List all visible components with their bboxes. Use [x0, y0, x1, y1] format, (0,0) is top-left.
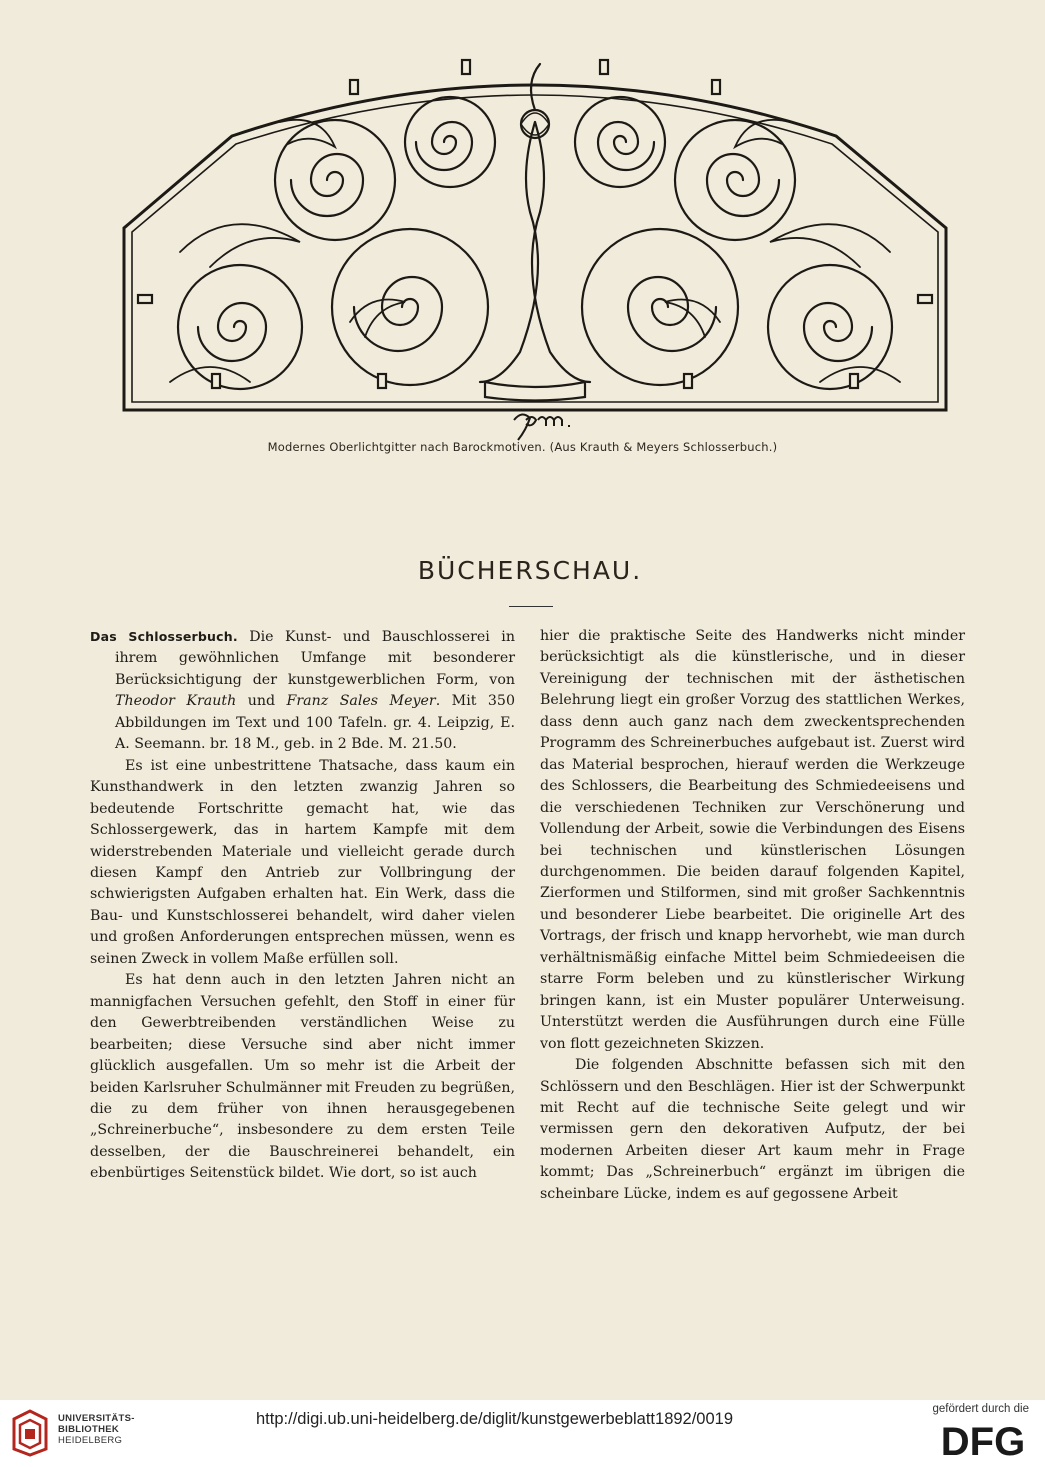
wrought-iron-grille-illustration — [120, 52, 950, 414]
paragraph: hier die praktische Seite des Handwerks nicht minder berücksichtigt als die künstlerische, und in dieser Vereinigung der technischen mit der ästhetischen Belehrung liegt ein großer Vorzug des stattlichen Werkes, dass denn auch ganz nach dem zweckentsprechenden Programm des Schreinerbuches aufgebaut ist. Zuerst wird das Material besprochen, hierauf werden die Werkzeuge des Schlossers, die Bearbeitung des Schmiedeeisens und die verschiedenen Techniken zur Verschönerung und Vollendung der Arbeit, sowie die Verbindungen des Eisens bei technischen und künstlerischen Lösungen durchgenommen. Die beiden darauf folgenden Kapitel, Zierformen und Stilformen, sind mit großer Sachkenntnis und besonderer Liebe bearbeitet. Die originelle Art des Vortrags, der frisch und knapp hervorhebt, wie man durch verhältnismäßig einfache Mittel beim Schmiedeeisen die starre Form beleben und zu künstlerischer Wirkung bringen kann, ist ein Muster populärer Unterweisung. Unterstützt werden die Ausführungen durch eine Fülle von flott gezeichneten Skizzen. — [540, 628, 965, 1052]
svg-text:DFG: DFG — [940, 1420, 1026, 1459]
author-name: Theodor Krauth — [115, 693, 237, 710]
book-entry: Das Schlosserbuch. Die Kunst- und Bauschlosserei in ihrem gewöhnlichen Umfange mit besonderer Berücksichtigung der kunstgewerblichen Form, von Theodor Krauth und Franz Sales Meyer. Mit 350 Abbildungen im Text und 100 Tafeln. gr. 4. Leipzig, E. A. Seemann. br. 18 M., geb. in 2 Bde. M. 21.50. — [90, 629, 515, 753]
permalink-url[interactable]: http://digi.ub.uni-heidelberg.de/diglit/kunstgewerbeblatt1892/0019 — [256, 1410, 734, 1428]
paragraph: Es ist eine unbestrittene Thatsache, dass kaum ein Kunsthandwerk in den letzten zwanzig Jahren so bedeutende Fortschritte gemacht hat, wie das Schlossergewerk, das in hartem Kampfe mit dem widerstrebenden Materiale und vielleicht gerade durch diesen Kampf den Antrieb zur Vollbringung der schwierigsten Aufgaben erhalten hat. Ein Werk, dass die Bau- und Kunstschlosserei behandelt, wird daher vielen und großen Anforderungen entsprechen müssen, wenn es seinen Zweck in vollem Maße erfüllen soll. — [90, 757, 515, 967]
book-title: Das Schlosserbuch. — [90, 629, 238, 644]
paragraph: Die folgenden Abschnitte befassen sich mit den Schlössern und den Beschlägen. Hier ist der Schwerpunkt mit Recht auf die technische Seite gelegt und wir vermissen gern den dekorativen Aufputz, der bei modernen Arbeiten dieser Art kaum mehr in Frage kommt; Das „Schreinerbuch“ ergänzt im übrigen die scheinbare Lücke, indem es auf gegossene Arbeit — [540, 1057, 965, 1202]
author-name: Franz Sales Meyer — [286, 693, 436, 710]
dfg-logo[interactable] — [935, 1419, 1031, 1459]
paragraph: Es hat denn auch in den letzten Jahren nicht an mannigfachen Versuchen gefehlt, den Stoff in einer für den Gewerbtreibenden verständlichen Weise zu bearbeiten; diese Versuche sind aber nicht immer glücklich ausgefallen. Um so mehr ist die Arbeit der beiden Karlsruher Schulmänner mit Freuden zu begrüßen, die zu dem früher von ihnen herausgegebenen „Schreinerbuche“, insbesondere zu dem ersten Teile desselben, der die Bauschreinerei behandelt, ein ebenbürtiges Seitenstück bildet. Wie dort, so ist auch — [90, 972, 515, 1182]
title-divider — [509, 606, 553, 607]
text-column-right — [540, 626, 965, 1205]
figure-caption: Modernes Oberlichtgitter nach Barockmotiven. (Aus Krauth & Meyers Schlosserbuch.) — [267, 440, 778, 454]
funding-note: gefördert durch die — [932, 1403, 1029, 1415]
section-title: BÜCHERSCHAU. — [417, 556, 643, 585]
text-column-left — [90, 626, 515, 1185]
viewer-footer — [0, 1400, 1045, 1467]
library-name[interactable]: UNIVERSITÄTS- BIBLIOTHEK HEIDELBERG — [58, 1413, 135, 1446]
university-library-logo-icon[interactable] — [8, 1409, 52, 1457]
